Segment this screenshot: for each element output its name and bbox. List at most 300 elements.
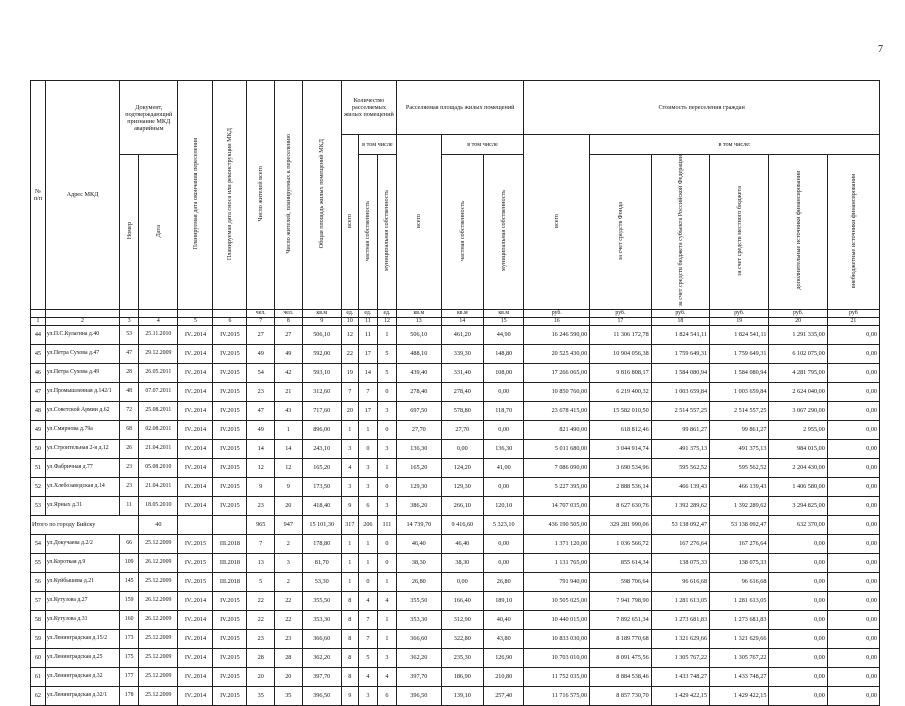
hdr-area-total: всего bbox=[415, 213, 423, 228]
cell-c17: 15 582 010,50 bbox=[590, 401, 652, 420]
cell-addr: ул.Петра Сухова д.49 bbox=[45, 363, 119, 382]
cell-c13: 46,40 bbox=[397, 534, 442, 553]
cell-c19: 2 514 557,25 bbox=[710, 401, 769, 420]
table-row bbox=[31, 420, 880, 439]
cell-c18: 1 759 649,31 bbox=[651, 344, 709, 363]
cell-c13: 355,50 bbox=[397, 591, 442, 610]
cell-c11: 3 bbox=[358, 686, 377, 705]
cell-c16: 10 850 760,00 bbox=[524, 382, 590, 401]
cell-c9: 366,60 bbox=[302, 629, 341, 648]
hdr-cost-region: за счет средств бюджета субъекта Российской Федерации bbox=[676, 155, 684, 307]
total-label: Итого по городу Бийску bbox=[31, 515, 139, 534]
cell-c8: 20 bbox=[275, 496, 303, 515]
cell-num: 145 bbox=[120, 572, 139, 591]
cell-c14: 461,20 bbox=[441, 325, 483, 344]
cell-c15: 0,00 bbox=[484, 382, 524, 401]
cell-c16: 10 833 030,00 bbox=[524, 629, 590, 648]
cell-c15: 0,00 bbox=[484, 420, 524, 439]
cell-date: 07.07.2011 bbox=[139, 382, 178, 401]
cell-c17: 8 189 770,68 bbox=[590, 629, 652, 648]
cell-num: 66 bbox=[120, 534, 139, 553]
cell-date: 26.12.2009 bbox=[139, 553, 178, 572]
hdr-address: Адрес МКД bbox=[45, 81, 119, 310]
cell-c18: 2 514 557,25 bbox=[651, 401, 709, 420]
cell-c16: 7 086 090,00 bbox=[524, 458, 590, 477]
resettlement-table bbox=[30, 80, 880, 706]
cell-c21: 0,00 bbox=[827, 572, 879, 591]
cell-c17: 11 306 172,78 bbox=[590, 325, 652, 344]
cell-c21: 0,00 bbox=[827, 610, 879, 629]
table-row bbox=[31, 610, 880, 629]
cell-c8: 28 bbox=[275, 648, 303, 667]
cell-c21: 0,00 bbox=[827, 686, 879, 705]
cell-n: 61 bbox=[31, 667, 46, 686]
cell-date: 05.08.2010 bbox=[139, 458, 178, 477]
cell-date: 26.12.2009 bbox=[139, 610, 178, 629]
cell-c16: 5 011 680,00 bbox=[524, 439, 590, 458]
cell-c10: 3 bbox=[341, 439, 358, 458]
cell-c13: 488,10 bbox=[397, 344, 442, 363]
table-row bbox=[31, 344, 880, 363]
hdr-cost-incl: в том числе: bbox=[590, 135, 880, 155]
cell-c9: 418,40 bbox=[302, 496, 341, 515]
cell-n: 47 bbox=[31, 382, 46, 401]
cell-c12: 0 bbox=[377, 534, 396, 553]
cell-c21: 0,00 bbox=[827, 458, 879, 477]
cell-addr: ул.Ленинградская д.32/1 bbox=[45, 686, 119, 705]
cell-addr: ул.Промышленная д.142/1 bbox=[45, 382, 119, 401]
cell-c9: 506,10 bbox=[302, 325, 341, 344]
hdr-doc-date: Дата bbox=[154, 224, 162, 237]
cell-c17: 1 036 566,72 bbox=[590, 534, 652, 553]
cell-c20: 0,00 bbox=[769, 629, 827, 648]
hdr-area-incl: в том числе bbox=[441, 135, 524, 155]
cell-num: 68 bbox=[120, 420, 139, 439]
cell-c16: 11 716 575,00 bbox=[524, 686, 590, 705]
cell-c16: 10 505 025,00 bbox=[524, 591, 590, 610]
cell-c19: 167 276,64 bbox=[710, 534, 769, 553]
cell-c14: 235,30 bbox=[441, 648, 483, 667]
cell-demo: III.2018 bbox=[213, 553, 247, 572]
hdr-demolition-date: Планируемая дата сноса или реконструкции МКД bbox=[226, 127, 234, 260]
cell-end: IV..2014 bbox=[178, 667, 213, 686]
cell-c20: 0,00 bbox=[769, 648, 827, 667]
cell-c9: 81,70 bbox=[302, 553, 341, 572]
cell-c9: 243,10 bbox=[302, 439, 341, 458]
cell-c16: 1 371 120,00 bbox=[524, 534, 590, 553]
cell-n: 62 bbox=[31, 686, 46, 705]
cell-date: 26.05.2011 bbox=[139, 363, 178, 382]
table-row bbox=[31, 667, 880, 686]
cell-c18: 1 824 541,11 bbox=[651, 325, 709, 344]
cell-addr: ул.Смирнова д.79а bbox=[45, 420, 119, 439]
cell-c21: 0,00 bbox=[827, 553, 879, 572]
hdr-cost-additional: дополнительные источники финансирования bbox=[794, 171, 802, 291]
cell-n: 56 bbox=[31, 572, 46, 591]
cell-c19: 1 433 748,27 bbox=[710, 667, 769, 686]
cell-num: 11 bbox=[120, 496, 139, 515]
cell-n: 50 bbox=[31, 439, 46, 458]
cell-c20: 1 406 580,00 bbox=[769, 477, 827, 496]
cell-addr: ул.Короткая д.9 bbox=[45, 553, 119, 572]
cell-demo: IV.2015 bbox=[213, 458, 247, 477]
cell-addr: ул.Ярных д.31 bbox=[45, 496, 119, 515]
cell-c9: 396,50 bbox=[302, 686, 341, 705]
cell-c15: 41,00 bbox=[484, 458, 524, 477]
cell-c16: 16 246 590,00 bbox=[524, 325, 590, 344]
cell-c11: 4 bbox=[358, 591, 377, 610]
cell-c16: 20 525 430,00 bbox=[524, 344, 590, 363]
cell-c19: 1 273 681,83 bbox=[710, 610, 769, 629]
cell-date: 25.11.2010 bbox=[139, 325, 178, 344]
hdr-total-area: Общая площадь жилых помещений МКД bbox=[318, 139, 326, 249]
cell-c7: 49 bbox=[247, 420, 275, 439]
cell-c21: 0,00 bbox=[827, 382, 879, 401]
cell-c12: 5 bbox=[377, 344, 396, 363]
cell-n: 60 bbox=[31, 648, 46, 667]
cell-c15: 26,80 bbox=[484, 572, 524, 591]
table-row bbox=[31, 496, 880, 515]
cell-c14: 0,00 bbox=[441, 572, 483, 591]
cell-date: 25.12.2009 bbox=[139, 534, 178, 553]
cell-c13: 362,20 bbox=[397, 648, 442, 667]
cell-demo: IV.2015 bbox=[213, 439, 247, 458]
cell-c7: 12 bbox=[247, 458, 275, 477]
cell-end: IV..2015 bbox=[178, 553, 213, 572]
cell-c16: 821 490,00 bbox=[524, 420, 590, 439]
cell-c13: 386,20 bbox=[397, 496, 442, 515]
cell-demo: IV.2015 bbox=[213, 629, 247, 648]
cell-num: 72 bbox=[120, 401, 139, 420]
cell-n: 51 bbox=[31, 458, 46, 477]
cell-c21: 0,00 bbox=[827, 420, 879, 439]
hdr-end-date: Планируемая дата окончания переселения bbox=[191, 138, 199, 250]
total-num: 40 bbox=[139, 515, 178, 534]
cell-num: 109 bbox=[120, 553, 139, 572]
cell-c13: 278,40 bbox=[397, 382, 442, 401]
cell-c9: 397,70 bbox=[302, 667, 341, 686]
cell-c12: 1 bbox=[377, 458, 396, 477]
cell-c12: 1 bbox=[377, 325, 396, 344]
hdr-residents: Число жителей всего bbox=[257, 166, 265, 222]
units-row: чел. чел. кв.м ед. ед. ед. кв.м кв.м кв.м руб. руб. руб. руб. руб. руб bbox=[31, 309, 880, 317]
cell-demo: IV.2015 bbox=[213, 344, 247, 363]
cell-n: 52 bbox=[31, 477, 46, 496]
cell-n: 59 bbox=[31, 629, 46, 648]
cell-c7: 22 bbox=[247, 610, 275, 629]
cell-c17: 2 888 536,14 bbox=[590, 477, 652, 496]
cell-c7: 9 bbox=[247, 477, 275, 496]
cell-c9: 353,30 bbox=[302, 610, 341, 629]
cell-c11: 1 bbox=[358, 534, 377, 553]
column-number-row: 1 2 3 4 5 6 7 8 9 10 11 12 13 14 15 16 17 18 19 20 21 bbox=[31, 317, 880, 325]
cell-end: IV..2014 bbox=[178, 439, 213, 458]
cell-num: 173 bbox=[120, 629, 139, 648]
cell-c11: 3 bbox=[358, 477, 377, 496]
cell-date: 25.12.2009 bbox=[139, 629, 178, 648]
cell-c21: 0,00 bbox=[827, 325, 879, 344]
cell-n: 49 bbox=[31, 420, 46, 439]
cell-date: 18.05.2010 bbox=[139, 496, 178, 515]
cell-c10: 22 bbox=[341, 344, 358, 363]
cell-c10: 1 bbox=[341, 534, 358, 553]
table-row bbox=[31, 553, 880, 572]
cell-c15: 43,80 bbox=[484, 629, 524, 648]
cell-c19: 1 584 080,94 bbox=[710, 363, 769, 382]
cell-c16: 1 131 765,00 bbox=[524, 553, 590, 572]
cell-c7: 20 bbox=[247, 667, 275, 686]
cell-c19: 595 562,52 bbox=[710, 458, 769, 477]
cell-c7: 5 bbox=[247, 572, 275, 591]
cell-c10: 8 bbox=[341, 610, 358, 629]
cell-n: 45 bbox=[31, 344, 46, 363]
cell-addr: ул.П.С.Кулагина д.40 bbox=[45, 325, 119, 344]
cell-num: 178 bbox=[120, 686, 139, 705]
cell-c16: 10 703 010,00 bbox=[524, 648, 590, 667]
cell-demo: IV.2015 bbox=[213, 610, 247, 629]
cell-c11: 11 bbox=[358, 325, 377, 344]
cell-demo: IV.2015 bbox=[213, 496, 247, 515]
cell-end: IV..2014 bbox=[178, 610, 213, 629]
cell-c17: 618 812,46 bbox=[590, 420, 652, 439]
cell-c8: 22 bbox=[275, 610, 303, 629]
cell-c8: 23 bbox=[275, 629, 303, 648]
cell-demo: IV.2015 bbox=[213, 363, 247, 382]
cell-c18: 167 276,64 bbox=[651, 534, 709, 553]
cell-c8: 2 bbox=[275, 534, 303, 553]
hdr-cost-extrabudget: внебюджетные источники финансирования bbox=[849, 173, 857, 288]
hdr-cost-fund: за счет средств Фонда bbox=[616, 201, 624, 260]
cell-c14: 166,40 bbox=[441, 591, 483, 610]
cell-c20: 0,00 bbox=[769, 686, 827, 705]
cell-c10: 12 bbox=[341, 325, 358, 344]
cell-c19: 1 392 289,62 bbox=[710, 496, 769, 515]
cell-demo: IV.2015 bbox=[213, 648, 247, 667]
cell-c10: 4 bbox=[341, 458, 358, 477]
cell-c12: 1 bbox=[377, 629, 396, 648]
cell-c20: 2 624 040,00 bbox=[769, 382, 827, 401]
cell-c10: 19 bbox=[341, 363, 358, 382]
cell-c14: 578,80 bbox=[441, 401, 483, 420]
cell-c11: 1 bbox=[358, 420, 377, 439]
cell-c13: 397,70 bbox=[397, 667, 442, 686]
cell-end: IV..2014 bbox=[178, 401, 213, 420]
cell-c17: 7 941 798,90 bbox=[590, 591, 652, 610]
cell-c21: 0,00 bbox=[827, 477, 879, 496]
cell-c7: 35 bbox=[247, 686, 275, 705]
cell-c14: 331,40 bbox=[441, 363, 483, 382]
cell-c20: 1 291 335,00 bbox=[769, 325, 827, 344]
cell-c21: 0,00 bbox=[827, 363, 879, 382]
cell-demo: IV.2015 bbox=[213, 591, 247, 610]
cell-c9: 53,30 bbox=[302, 572, 341, 591]
cell-addr: ул.Петра Сухова д.47 bbox=[45, 344, 119, 363]
cell-c18: 595 562,52 bbox=[651, 458, 709, 477]
cell-c20: 2 955,00 bbox=[769, 420, 827, 439]
cell-c17: 10 904 056,38 bbox=[590, 344, 652, 363]
cell-c21: 0,00 bbox=[827, 648, 879, 667]
hdr-area-municipal: муниципальная собственность bbox=[500, 190, 508, 272]
cell-c7: 54 bbox=[247, 363, 275, 382]
cell-end: IV..2014 bbox=[178, 496, 213, 515]
hdr-cost-group: Стоимость переселения граждан bbox=[524, 81, 880, 135]
cell-c8: 12 bbox=[275, 458, 303, 477]
cell-addr: ул.Строительная 2-я д.12 bbox=[45, 439, 119, 458]
table-row bbox=[31, 629, 880, 648]
cell-c16: 791 940,00 bbox=[524, 572, 590, 591]
cell-c8: 49 bbox=[275, 344, 303, 363]
cell-c7: 23 bbox=[247, 629, 275, 648]
cell-end: IV..2015 bbox=[178, 572, 213, 591]
cell-c17: 9 816 808,17 bbox=[590, 363, 652, 382]
cell-c15: 210,80 bbox=[484, 667, 524, 686]
cell-date: 21.04.2011 bbox=[139, 439, 178, 458]
cell-c10: 3 bbox=[341, 477, 358, 496]
table-row bbox=[31, 363, 880, 382]
cell-c9: 173,50 bbox=[302, 477, 341, 496]
cell-c18: 1 273 681,83 bbox=[651, 610, 709, 629]
cell-c8: 20 bbox=[275, 667, 303, 686]
cell-demo: IV.2015 bbox=[213, 401, 247, 420]
cell-c10: 1 bbox=[341, 572, 358, 591]
cell-c9: 165,20 bbox=[302, 458, 341, 477]
cell-c15: 0,00 bbox=[484, 477, 524, 496]
cell-c12: 1 bbox=[377, 572, 396, 591]
cell-date: 25.12.2009 bbox=[139, 686, 178, 705]
cell-c21: 0,00 bbox=[827, 401, 879, 420]
cell-n: 54 bbox=[31, 534, 46, 553]
cell-addr: ул.Хлебозаводская д.14 bbox=[45, 477, 119, 496]
cell-c8: 21 bbox=[275, 382, 303, 401]
cell-c10: 8 bbox=[341, 629, 358, 648]
cell-c11: 4 bbox=[358, 667, 377, 686]
cell-c12: 0 bbox=[377, 477, 396, 496]
cell-c10: 9 bbox=[341, 686, 358, 705]
cell-c20: 6 102 075,00 bbox=[769, 344, 827, 363]
cell-n: 48 bbox=[31, 401, 46, 420]
cell-c21: 0,00 bbox=[827, 629, 879, 648]
cell-addr: ул.Кутузова д.27 bbox=[45, 591, 119, 610]
cell-demo: IV.2015 bbox=[213, 420, 247, 439]
cell-c11: 17 bbox=[358, 401, 377, 420]
cell-c20: 3 294 825,00 bbox=[769, 496, 827, 515]
cell-c16: 5 227 395,00 bbox=[524, 477, 590, 496]
cell-c15: 118,70 bbox=[484, 401, 524, 420]
hdr-rooms-municipal: муниципальная собственность bbox=[383, 190, 391, 272]
cell-c13: 129,30 bbox=[397, 477, 442, 496]
cell-c18: 466 139,43 bbox=[651, 477, 709, 496]
cell-c20: 0,00 bbox=[769, 610, 827, 629]
cell-c17: 7 892 651,34 bbox=[590, 610, 652, 629]
cell-c11: 7 bbox=[358, 629, 377, 648]
cell-n: 53 bbox=[31, 496, 46, 515]
cell-c19: 96 616,68 bbox=[710, 572, 769, 591]
cell-c11: 5 bbox=[358, 648, 377, 667]
cell-c21: 0,00 bbox=[827, 534, 879, 553]
cell-demo: III.2018 bbox=[213, 534, 247, 553]
cell-num: 26 bbox=[120, 439, 139, 458]
cell-c17: 8 884 538,46 bbox=[590, 667, 652, 686]
cell-num: 48 bbox=[120, 382, 139, 401]
cell-date: 21.04.2011 bbox=[139, 477, 178, 496]
hdr-rooms-incl: в том числе bbox=[358, 135, 396, 155]
cell-c18: 1 003 659,84 bbox=[651, 382, 709, 401]
cell-c17: 8 857 730,70 bbox=[590, 686, 652, 705]
hdr-cost-total: всего bbox=[553, 213, 561, 228]
hdr-rooms-total: всего bbox=[346, 213, 354, 228]
cell-c7: 14 bbox=[247, 439, 275, 458]
cell-c20: 984 015,00 bbox=[769, 439, 827, 458]
cell-n: 57 bbox=[31, 591, 46, 610]
cell-c7: 27 bbox=[247, 325, 275, 344]
cell-c15: 108,00 bbox=[484, 363, 524, 382]
cell-c19: 466 139,43 bbox=[710, 477, 769, 496]
cell-c20: 0,00 bbox=[769, 591, 827, 610]
cell-c17: 3 044 914,74 bbox=[590, 439, 652, 458]
cell-c13: 697,50 bbox=[397, 401, 442, 420]
cell-c19: 138 075,33 bbox=[710, 553, 769, 572]
cell-end: IV..2014 bbox=[178, 420, 213, 439]
cell-c9: 362,20 bbox=[302, 648, 341, 667]
cell-c11: 0 bbox=[358, 439, 377, 458]
cell-c8: 3 bbox=[275, 553, 303, 572]
page-number: 7 bbox=[878, 44, 883, 55]
cell-c17: 8 091 475,56 bbox=[590, 648, 652, 667]
cell-c11: 7 bbox=[358, 610, 377, 629]
cell-c19: 491 375,13 bbox=[710, 439, 769, 458]
cell-c17: 8 627 630,76 bbox=[590, 496, 652, 515]
cell-demo: IV.2015 bbox=[213, 686, 247, 705]
cell-c16: 17 266 065,00 bbox=[524, 363, 590, 382]
cell-c12: 3 bbox=[377, 496, 396, 515]
cell-c16: 14 707 035,00 bbox=[524, 496, 590, 515]
hdr-doc-group: Документ, подтверждающий признание МКД аварийным bbox=[120, 81, 178, 155]
cell-addr: ул.Докучаева д.2/2 bbox=[45, 534, 119, 553]
cell-c18: 1 305 767,22 bbox=[651, 648, 709, 667]
cell-c12: 4 bbox=[377, 667, 396, 686]
cell-c13: 27,70 bbox=[397, 420, 442, 439]
cell-addr: ул.Ленинградская д.32 bbox=[45, 667, 119, 686]
cell-c19: 1 321 629,66 bbox=[710, 629, 769, 648]
cell-c11: 17 bbox=[358, 344, 377, 363]
cell-c21: 0,00 bbox=[827, 344, 879, 363]
cell-c15: 120,10 bbox=[484, 496, 524, 515]
cell-c8: 14 bbox=[275, 439, 303, 458]
hdr-rooms-group: Количество расселяемых жилых помещений bbox=[341, 81, 396, 135]
cell-c12: 5 bbox=[377, 363, 396, 382]
cell-c10: 1 bbox=[341, 553, 358, 572]
cell-c14: 322,80 bbox=[441, 629, 483, 648]
table-row bbox=[31, 572, 880, 591]
cell-c18: 1 429 422,15 bbox=[651, 686, 709, 705]
cell-date: 25.12.2009 bbox=[139, 667, 178, 686]
total-row: Итого по городу Бийску 40 965 947 15 101,30 317 206 111 14 739,70 9 416,60 5 323,10 436 190 505,00 329 281 990,06 53 138 092,47 53 138 092,47 632 370,00 0,00 bbox=[31, 515, 880, 534]
cell-c9: 717,60 bbox=[302, 401, 341, 420]
cell-end: IV..2014 bbox=[178, 686, 213, 705]
table-row bbox=[31, 401, 880, 420]
cell-c12: 1 bbox=[377, 610, 396, 629]
cell-c9: 896,00 bbox=[302, 420, 341, 439]
cell-c11: 7 bbox=[358, 382, 377, 401]
cell-c13: 26,80 bbox=[397, 572, 442, 591]
cell-c14: 278,40 bbox=[441, 382, 483, 401]
cell-num: 175 bbox=[120, 648, 139, 667]
cell-c19: 1 429 422,15 bbox=[710, 686, 769, 705]
cell-num: 23 bbox=[120, 458, 139, 477]
table-row bbox=[31, 439, 880, 458]
cell-c8: 9 bbox=[275, 477, 303, 496]
cell-c14: 124,20 bbox=[441, 458, 483, 477]
